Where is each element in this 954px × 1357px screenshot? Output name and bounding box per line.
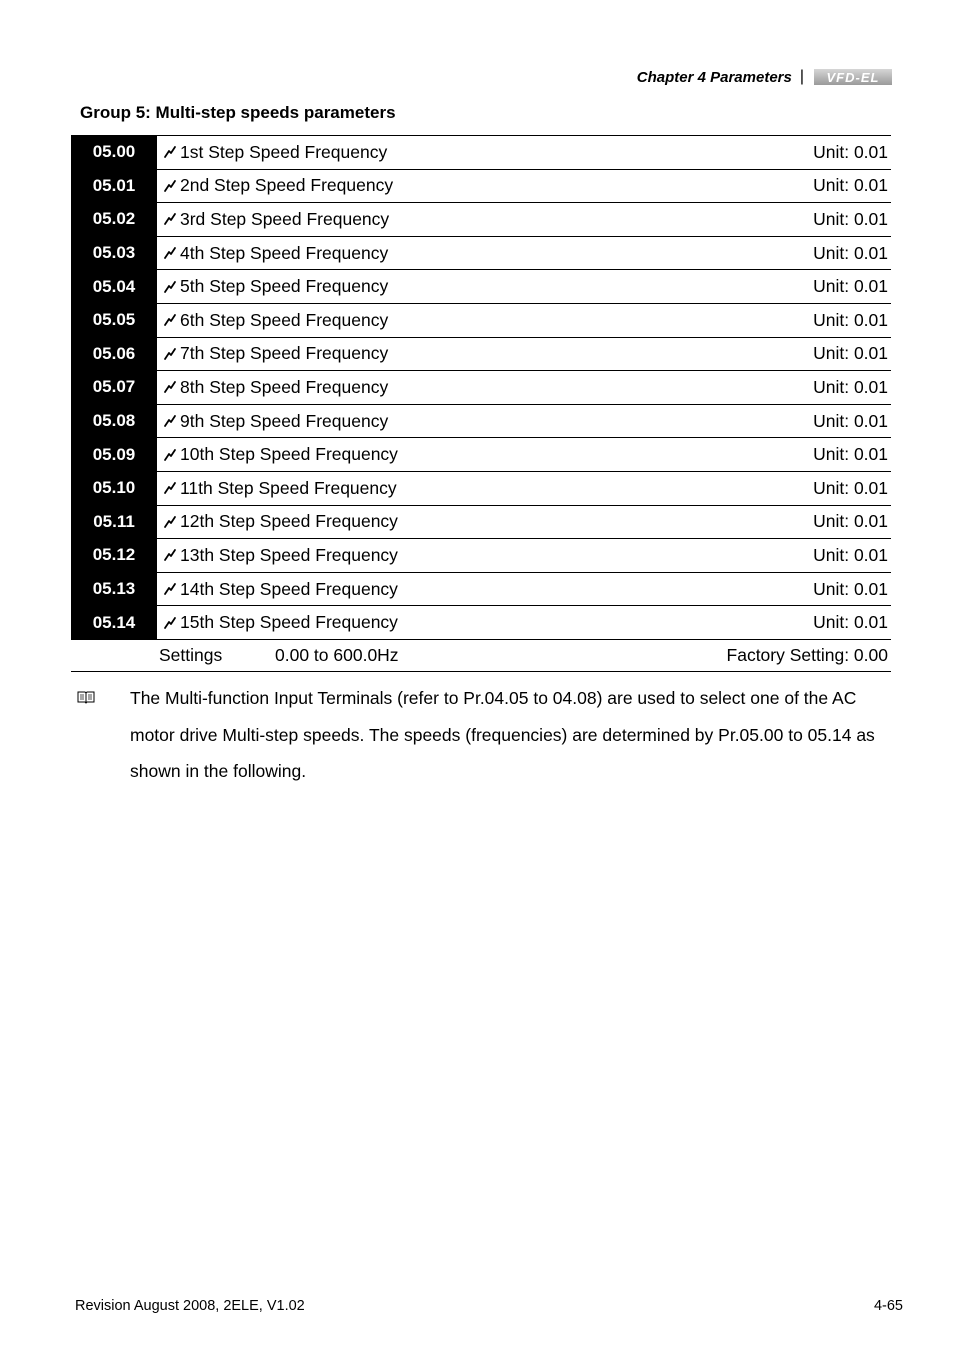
parameter-unit: Unit: 0.01 (813, 343, 888, 364)
parameter-table (71, 135, 891, 639)
parameter-unit: Unit: 0.01 (813, 477, 888, 498)
parameter-row (71, 605, 891, 639)
parameter-row (71, 437, 891, 471)
parameter-name: 5th Step Speed Frequency (180, 276, 389, 297)
parameter-unit: Unit: 0.01 (813, 612, 888, 633)
parameter-name-cell (157, 371, 813, 404)
parameter-name: 15th Step Speed Frequency (180, 612, 398, 633)
parameter-code: 05.02 (71, 203, 157, 236)
parameter-name: 3rd Step Speed Frequency (180, 208, 390, 229)
parameter-unit: Unit: 0.01 (813, 444, 888, 465)
run-settable-icon (163, 616, 177, 630)
run-settable-icon (163, 280, 177, 294)
parameter-unit: Unit: 0.01 (813, 175, 888, 196)
parameter-name: 13th Step Speed Frequency (180, 544, 398, 565)
parameter-unit: Unit: 0.01 (813, 578, 888, 599)
header-separator: | (799, 68, 804, 85)
chapter-title: Chapter 4 Parameters (636, 68, 792, 86)
parameter-name-cell (157, 338, 813, 371)
parameter-row (71, 538, 891, 572)
run-settable-icon (163, 246, 177, 260)
parameter-code: 05.04 (71, 270, 157, 303)
parameter-name-cell (157, 573, 813, 606)
run-settable-icon (163, 448, 177, 462)
page-header (637, 66, 892, 88)
parameter-unit: Unit: 0.01 (813, 410, 888, 431)
parameter-name: 10th Step Speed Frequency (180, 444, 398, 465)
parameter-unit: Unit: 0.01 (813, 544, 888, 565)
parameter-unit: Unit: 0.01 (813, 376, 888, 397)
parameter-row (71, 337, 891, 371)
parameter-name: 11th Step Speed Frequency (180, 477, 397, 498)
settings-row (71, 639, 891, 672)
parameter-row (71, 404, 891, 438)
parameter-name-cell (157, 472, 813, 505)
parameter-name: 9th Step Speed Frequency (180, 410, 389, 431)
parameter-name: 6th Step Speed Frequency (180, 309, 389, 330)
parameter-code: 05.12 (71, 539, 157, 572)
parameter-row (71, 303, 891, 337)
parameter-name-cell (157, 304, 813, 337)
parameter-name-cell (157, 438, 813, 471)
parameter-name: 12th Step Speed Frequency (180, 511, 398, 532)
parameter-row (71, 505, 891, 539)
parameter-unit: Unit: 0.01 (813, 242, 888, 263)
run-settable-icon (163, 212, 177, 226)
parameter-code: 05.07 (71, 371, 157, 404)
run-settable-icon (163, 347, 177, 361)
parameter-row (71, 572, 891, 606)
settings-label: Settings (159, 645, 223, 665)
parameter-code: 05.00 (71, 136, 157, 169)
parameter-code: 05.05 (71, 304, 157, 337)
parameter-row (71, 471, 891, 505)
group-title: Group 5: Multi-step speeds parameters (80, 103, 396, 122)
run-settable-icon (163, 145, 177, 159)
run-settable-icon (163, 582, 177, 596)
parameter-code: 05.01 (71, 170, 157, 203)
parameter-unit: Unit: 0.01 (813, 511, 888, 532)
parameter-unit: Unit: 0.01 (813, 141, 888, 162)
book-icon (77, 690, 95, 704)
parameter-unit: Unit: 0.01 (813, 276, 888, 297)
parameter-code: 05.08 (71, 405, 157, 438)
parameter-row (71, 236, 891, 270)
footer-page-number: 4-65 (873, 1298, 903, 1314)
parameter-row (71, 202, 891, 236)
parameter-code: 05.03 (71, 237, 157, 270)
parameter-name: 8th Step Speed Frequency (180, 376, 389, 397)
parameter-row (71, 269, 891, 303)
parameter-code: 05.10 (71, 472, 157, 505)
parameter-unit: Unit: 0.01 (813, 208, 888, 229)
parameter-row (71, 135, 891, 169)
run-settable-icon (163, 515, 177, 529)
run-settable-icon (163, 414, 177, 428)
parameter-name: 7th Step Speed Frequency (180, 343, 389, 364)
parameter-name-cell (157, 170, 813, 203)
parameter-code: 05.06 (71, 338, 157, 371)
parameter-name-cell (157, 136, 813, 169)
run-settable-icon (163, 179, 177, 193)
parameter-name-cell (157, 506, 813, 539)
parameter-row (71, 370, 891, 404)
parameter-name-cell (157, 203, 813, 236)
logo-text: VFD-EL (826, 69, 880, 85)
parameter-name: 1st Step Speed Frequency (180, 141, 388, 162)
parameter-name: 2nd Step Speed Frequency (180, 175, 394, 196)
parameter-code: 05.11 (71, 506, 157, 539)
note-paragraph: The Multi-function Input Terminals (refer to Pr.04.05 to 04.08) are used to select one of the AC motor drive Multi-step speeds. The speeds (frequencies) are determined by Pr.05.00 to 05.14 as shown in the following. (130, 688, 875, 781)
run-settable-icon (163, 548, 177, 562)
parameter-name-cell (157, 237, 813, 270)
run-settable-icon (163, 380, 177, 394)
parameter-code: 05.14 (71, 606, 157, 639)
parameter-row (71, 169, 891, 203)
footer-revision: Revision August 2008, 2ELE, V1.02 (75, 1298, 305, 1314)
run-settable-icon (163, 313, 177, 327)
parameter-code: 05.13 (71, 573, 157, 606)
parameter-name-cell (157, 539, 813, 572)
parameter-name-cell (157, 270, 813, 303)
parameter-unit: Unit: 0.01 (813, 309, 888, 330)
vfd-el-logo (814, 69, 892, 85)
parameter-name-cell (157, 405, 813, 438)
parameter-name-cell (157, 606, 813, 639)
settings-range: 0.00 to 600.0Hz (275, 645, 399, 665)
parameter-code: 05.09 (71, 438, 157, 471)
factory-setting: Factory Setting: 0.00 (726, 645, 888, 665)
parameter-name: 14th Step Speed Frequency (180, 578, 398, 599)
parameter-name: 4th Step Speed Frequency (180, 242, 389, 263)
run-settable-icon (163, 481, 177, 495)
